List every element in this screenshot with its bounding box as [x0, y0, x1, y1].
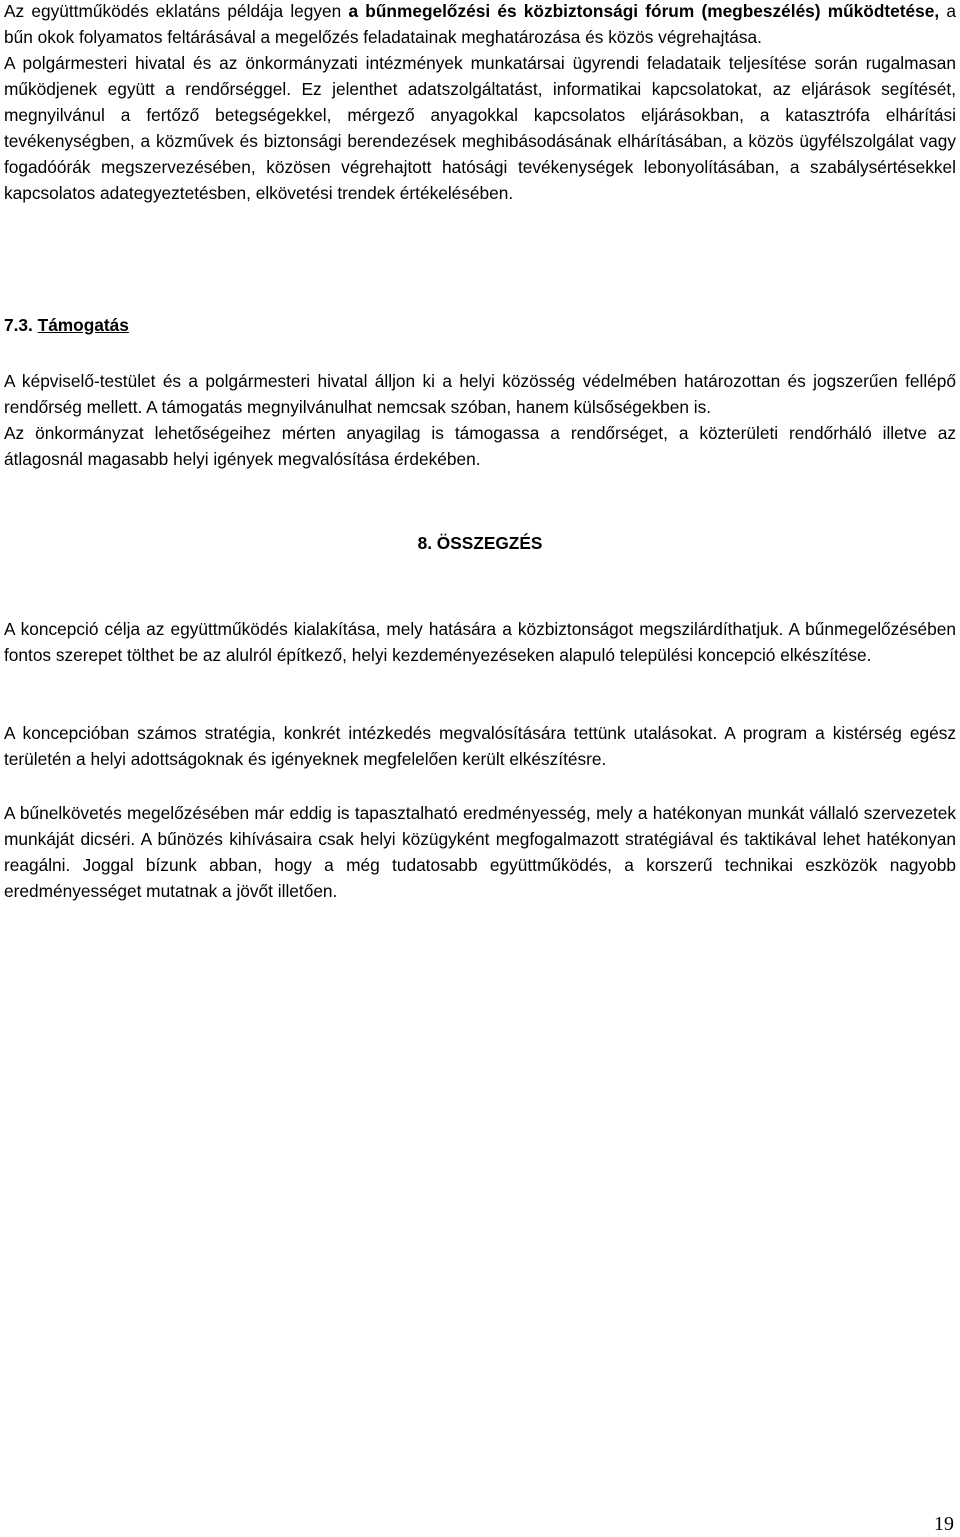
section-7-3-title: Támogatás: [37, 315, 129, 335]
section-8-heading: 8. ÖSSZEGZÉS: [417, 533, 543, 553]
summary-paragraph-1: A koncepció célja az együttműködés kialakítása, mely hatására a közbiztonságot megszilárdíthatjuk. A bűnmegelőzésében fontos szerepet tölthet be az alulról építkező, helyi kezdeményezéseken alapuló települési koncepció elkészítése.: [4, 619, 956, 665]
summary-paragraph-3: A bűnelkövetés megelőzésében már eddig is tapasztalható eredményesség, mely a hatékonyan munkát vállaló szervezetek munkáját dicséri. A bűnözés kihívásaira csak helyi közügyként megfogalmazott stratégiával és taktikával lehet hatékonyan reagálni. Joggal bízunk abban, hogy a még tudatosabb együttműködés, a korszerű technikai eszközök nagyobb eredményességet mutatnak a jövőt illetően.: [4, 803, 956, 901]
intro-sentence-2: A polgármesteri hivatal és az önkormányzati intézmények munkatársai ügyrendi feladataik teljesítése során rugalmasan működjenek együtt a rendőrséggel. Ez jelenthet adatszolgáltatást, informatikai kapcsolatokat, az eljárások segítését, megnyilvánul a fertőző betegségekkel, mérgező anyagokkal kapcsolatos eljárásokban, a katasztrófa elhárítási tevékenységben, a közművek és biztonsági berendezések meghibásodásának elhárításában, a közös ügyfélszolgálat vagy fogadóórák megszervezésében, közösen végrehajtott hatósági tevékenységek lebonyolításában, a szabálysértésekkel kapcsolatos adategyeztetésben, elkövetési trendek értékelésében.: [4, 53, 956, 203]
section-7-3-heading: [4, 315, 129, 336]
intro-sentence-1-pre: Az együttműködés eklatáns példája legyen: [4, 1, 349, 21]
intro-sentence-1-bold: a bűnmegelőzési és közbiztonsági fórum (megbeszélés) működtetése,: [348, 1, 940, 21]
intro-paragraph: [4, 0, 956, 206]
section-7-3-paragraph-1: A képviselő-testület és a polgármesteri hivatal álljon ki a helyi közösség védelmében határozottan és jogszerűen fellépő rendőrség mellett. A támogatás megnyilvánulhat nemcsak szóban, hanem külsőségekben is.: [4, 371, 956, 417]
intro-sentence-1-post: a bűn okok folyamatos feltárásával a megelőzés feladatainak meghatározása és közös végrehajtása.: [4, 1, 956, 47]
section-7-3-body: [4, 368, 956, 472]
page-number: 19: [934, 1513, 954, 1535]
section-7-3-number: 7.3.: [4, 315, 33, 335]
summary-paragraph-2: A koncepcióban számos stratégia, konkrét intézkedés megvalósítására tettünk utalásokat. A program a kistérség egész területén a helyi adottságoknak és igényeknek megfelelően került elkészítésre.: [4, 723, 956, 769]
section-7-3-paragraph-2: Az önkormányzat lehetőségeihez mérten anyagilag is támogassa a rendőrséget, a közterületi rendőrháló illetve az átlagosnál magasabb helyi igények megvalósítása érdekében.: [4, 423, 956, 469]
